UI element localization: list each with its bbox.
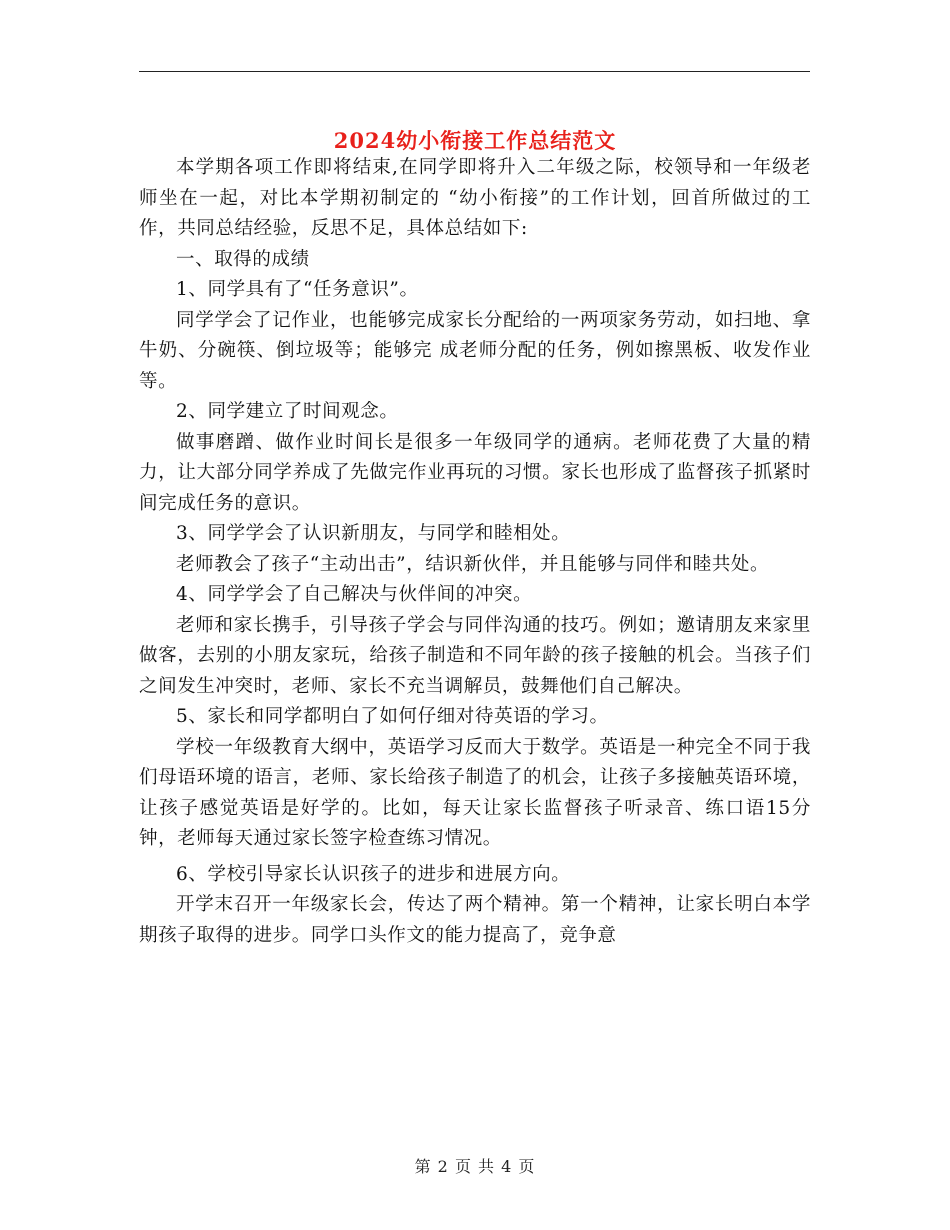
item-heading-1: 1、同学具有了“任务意识”。 <box>176 279 419 300</box>
item-heading-2: 2、同学建立了时间观念。 <box>176 401 399 422</box>
header-rule <box>139 71 810 72</box>
item-heading-6: 6、学校引导家长认识孩子的进步和进展方向。 <box>176 863 571 885</box>
paragraph-item-1: 同学学会了记作业，也能够完成家长分配给的一两项家务劳动，如扫地、拿牛奶、分碗筷、倒垃圾等；能够完 成老师分配的任务，例如擦黑板、收发作业等。 <box>139 309 811 392</box>
page-number: 第 2 页 共 4 页 <box>414 1157 536 1176</box>
paragraph-intro: 本学期各项工作即将结束,在同学即将升入二年级之际，校领导和一年级老师坐在一起，对比本学期初制定的 “幼小衔接”的工作计划，回首所做过的工作，共同总结经验，反思不足，具体总结如下: <box>139 157 811 239</box>
paragraph-item-4: 老师和家长携手，引导孩子学会与同伴沟通的技巧。例如；邀请朋友来家里做客，去别的小朋友家玩，给孩子制造和不同年龄的孩子接触的机会。当孩子们之间发生冲突时，老师、家长不充当调解员，鼓舞他们自己解决。 <box>139 614 811 697</box>
document-title: 2024幼小衔接工作总结范文 <box>333 128 617 154</box>
item-heading-5: 5、家长和同学都明白了如何仔细对待英语的学习。 <box>176 706 609 727</box>
paragraph-item-6: 开学末召开一年级家长会，传达了两个精神。第一个精神，让家长明白本学期孩子取得的进步。同学口头作文的能力提高了，竞争意 <box>139 894 811 946</box>
item-heading-4: 4、同学学会了自己解决与伙伴间的冲突。 <box>176 584 533 605</box>
document-body <box>139 153 811 951</box>
paragraph-item-3: 老师教会了孩子“主动出击”，结识新伙伴，并且能够与同伴和睦共处。 <box>176 553 770 575</box>
paragraph-item-5: 学校一年级教育大纲中，英语学习反而大于数学。英语是一种完全不同于我们母语环境的语言，老师、家长给孩子制造了的机会，让孩子多接触英语环境，让孩子感觉英语是好学的。比如，每天让家长监督孩子听录音、练口语15分钟，老师每天通过家长签字检查练习情况。 <box>139 736 811 849</box>
section-heading-achievements: 一、取得的成绩 <box>176 248 310 270</box>
item-heading-3: 3、同学学会了认识新朋友，与同学和睦相处。 <box>176 523 571 544</box>
paragraph-item-2: 做事磨蹭、做作业时间长是很多一年级同学的通病。老师花费了大量的精力，让大部分同学养成了先做完作业再玩的习惯。家长也形成了监督孩子抓紧时间完成任务的意识。 <box>139 431 811 514</box>
